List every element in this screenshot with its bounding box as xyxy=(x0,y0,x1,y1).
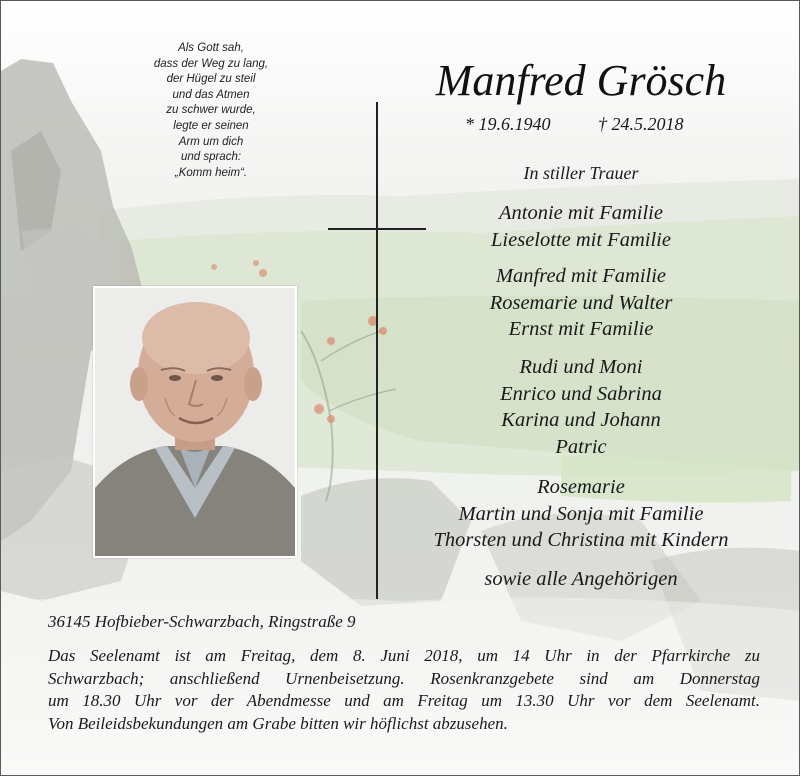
mourner-line: Enrico und Sabrina xyxy=(500,382,662,405)
mourner-line: Martin und Sonja mit Familie xyxy=(458,502,704,525)
service-notice xyxy=(48,645,760,735)
mourner-line: Lieselotte mit Familie xyxy=(491,228,671,251)
notice-line: um 18.30 Uhr vor der Abendmesse und am Freitag um 13.30 Uhr vor dem Seelenamt. xyxy=(48,691,760,710)
mourner-line: Antonie mit Familie xyxy=(499,202,663,224)
notice-line: Von Beileidsbekundungen am Grabe bitten wir höflichst abzusehen. xyxy=(48,713,508,733)
mourner-line: Rudi und Moni xyxy=(519,356,643,378)
portrait-illustration xyxy=(95,288,295,556)
poem-line: zu schwer wurde, xyxy=(166,104,256,117)
poem-line: Als Gott sah, xyxy=(178,42,244,54)
poem xyxy=(101,41,321,181)
notice-line: Schwarzbach; anschließend Urnenbeisetzung. Rosenkranzgebete sind am Donnerstag xyxy=(48,668,760,688)
mourner-closing: sowie alle Angehörigen xyxy=(484,568,678,590)
poem-line: Arm um dich xyxy=(178,135,244,148)
mourner-group xyxy=(396,200,766,253)
notice-line: Das Seelenamt ist am Freitag, dem 8. Juni 2018, um 14 Uhr in der Pfarrkirche zu xyxy=(48,646,760,665)
poem-line: und das Atmen xyxy=(172,88,250,101)
death-date: † 24.5.2018 xyxy=(598,114,684,134)
poem-line: „Komm heim“. xyxy=(174,166,248,179)
mourner-group xyxy=(396,263,766,343)
mourner-group xyxy=(396,474,766,554)
poem-line: der Hügel zu steil xyxy=(166,73,256,86)
birth-date: * 19.6.1940 xyxy=(465,114,551,134)
family-address: 36145 Hofbieber-Schwarzbach, Ringstraße 9 xyxy=(48,612,356,631)
mourner-line: Rosemarie xyxy=(537,476,625,498)
life-dates xyxy=(441,114,731,138)
deceased-name: Manfred Grösch xyxy=(435,56,727,105)
portrait-photo xyxy=(93,286,297,558)
cross-icon xyxy=(376,102,378,599)
poem-line: dass der Weg zu lang, xyxy=(153,57,269,70)
mourner-line: Manfred mit Familie xyxy=(495,265,667,287)
poem-line: und sprach: xyxy=(180,151,242,164)
mourner-line: Rosemarie und Walter xyxy=(489,291,673,314)
mourner-group xyxy=(396,354,766,460)
mourner-line: Karina und Johann xyxy=(501,409,661,431)
mourner-line: Ernst mit Familie xyxy=(508,318,654,340)
grief-heading: In stiller Trauer xyxy=(523,163,639,183)
mourner-line: Thorsten und Christina mit Kindern xyxy=(433,529,729,551)
poem-line: legte er seinen xyxy=(173,119,249,132)
mourner-line: Patric xyxy=(555,435,607,458)
